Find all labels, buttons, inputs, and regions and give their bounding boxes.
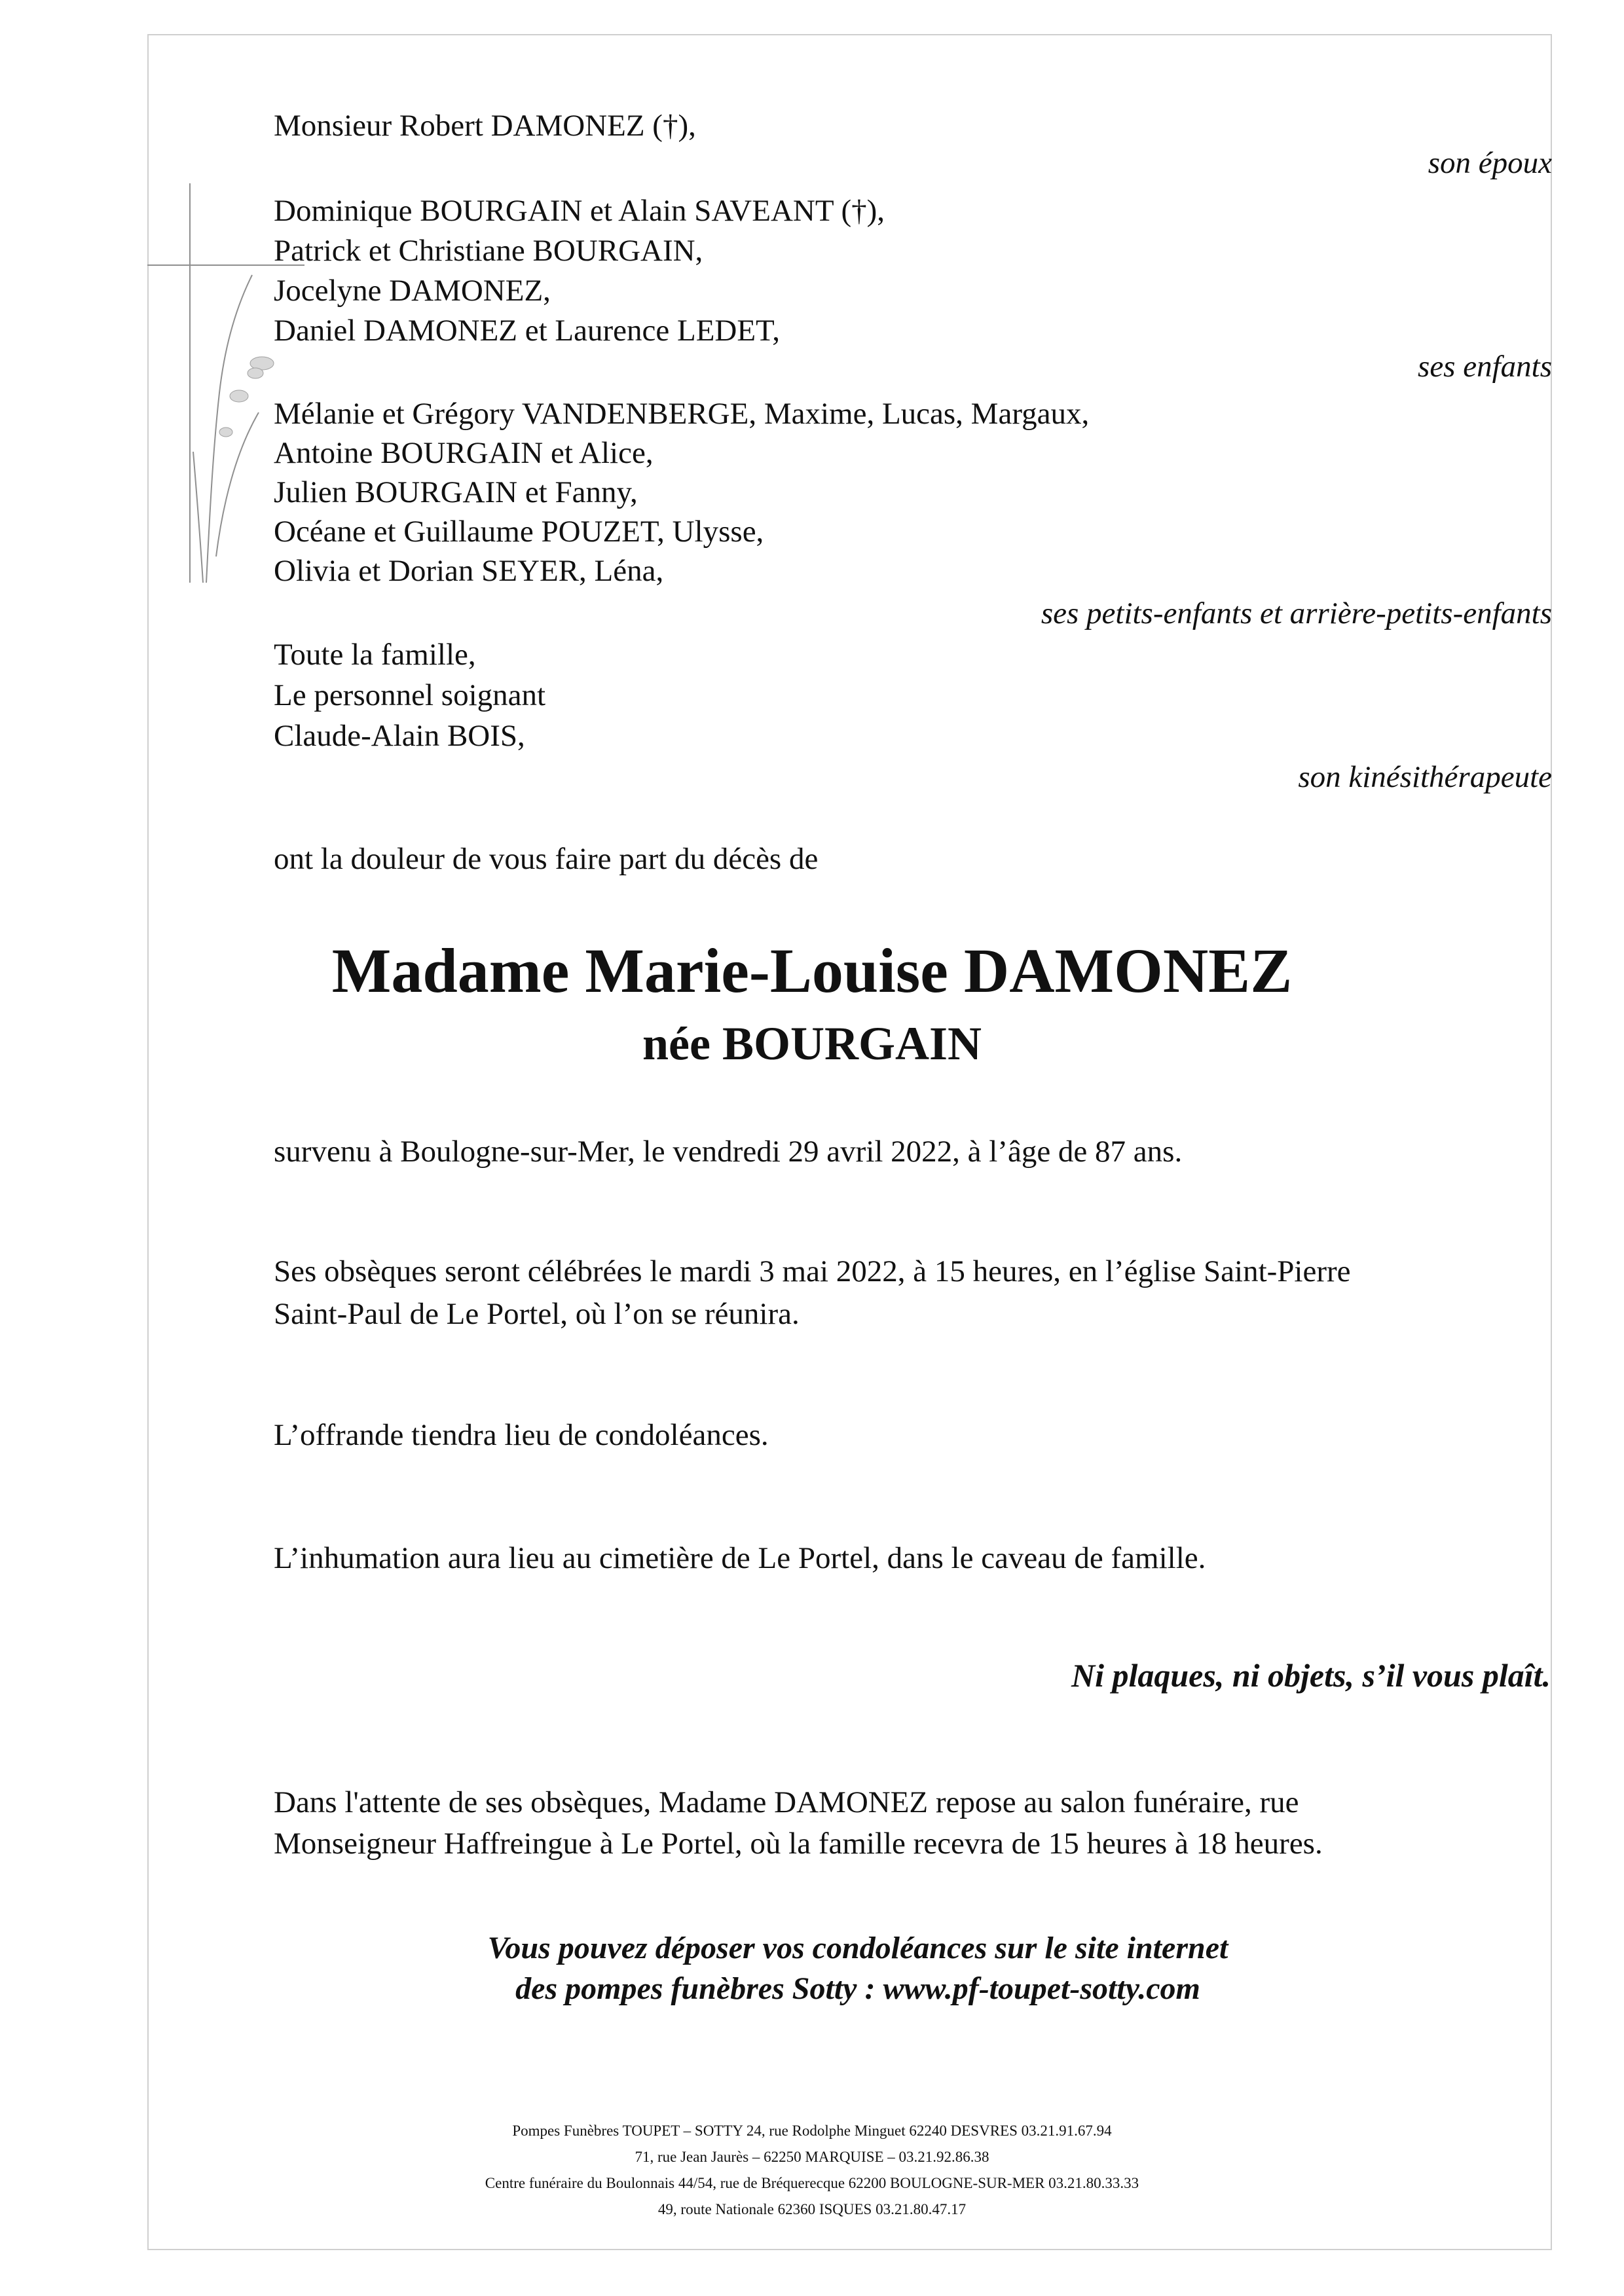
grandchild-2: Antoine BOURGAIN et Alice, [274, 436, 654, 470]
children-role: ses enfants [1418, 350, 1552, 384]
offering-text: L’offrande tiendra lieu de condoléances. [274, 1418, 769, 1452]
no-plaques-text: Ni plaques, ni objets, s’il vous plaît. [1071, 1657, 1551, 1694]
intro-text: ont la douleur de vous faire part du décès de [274, 842, 819, 876]
web-line-2: des pompes funèbres Sotty : www.pf-toupet-sotty.com [515, 1971, 1200, 2006]
other-2: Le personnel soignant [274, 678, 546, 712]
grandchild-5: Olivia et Dorian SEYER, Léna, [274, 554, 664, 588]
deceased-name: Madame Marie-Louise DAMONEZ [331, 936, 1293, 1006]
grandchild-4: Océane et Guillaume POUZET, Ulysse, [274, 515, 764, 549]
other-1: Toute la famille, [274, 638, 476, 672]
spouse-role: son époux [1428, 146, 1552, 180]
rest-line-2: Monseigneur Haffreingue à Le Portel, où la famille recevra de 15 heures à 18 heures. [274, 1827, 1323, 1861]
web-line-1: Vous pouvez déposer vos condoléances sur le site internet [487, 1931, 1228, 1965]
grandchild-3: Julien BOURGAIN et Fanny, [274, 475, 638, 509]
spouse-name: Monsieur Robert DAMONEZ (†), [274, 109, 696, 143]
burial-text: L’inhumation aura lieu au cimetière de Le Portel, dans le caveau de famille. [274, 1541, 1206, 1575]
child-1: Dominique BOURGAIN et Alain SAVEANT (†), [274, 194, 885, 228]
footer-line-4: 49, route Nationale 62360 ISQUES 03.21.80.47.17 [657, 2201, 967, 2217]
footer-line-3: Centre funéraire du Boulonnais 44/54, rue de Bréquerecque 62200 BOULOGNE-SUR-MER 03.21.80.33.33 [485, 2175, 1139, 2191]
grandchild-1: Mélanie et Grégory VANDENBERGE, Maxime, Lucas, Margaux, [274, 397, 1090, 431]
grandchildren-role: ses petits-enfants et arrière-petits-enfants [1041, 596, 1552, 630]
others-role: son kinésithérapeute [1298, 760, 1552, 794]
death-notice: survenu à Boulogne-sur-Mer, le vendredi 29 avril 2022, à l’âge de 87 ans. [274, 1135, 1183, 1169]
other-3: Claude-Alain BOIS, [274, 719, 525, 753]
child-4: Daniel DAMONEZ et Laurence LEDET, [274, 314, 781, 348]
maiden-name: née BOURGAIN [642, 1017, 982, 1070]
child-2: Patrick et Christiane BOURGAIN, [274, 234, 703, 268]
child-3: Jocelyne DAMONEZ, [274, 274, 551, 308]
funeral-line-2: Saint-Paul de Le Portel, où l’on se réunira. [274, 1297, 800, 1331]
rest-line-1: Dans l'attente de ses obsèques, Madame DAMONEZ repose au salon funéraire, rue [274, 1785, 1299, 1819]
footer-line-1: Pompes Funèbres TOUPET – SOTTY 24, rue Rodolphe Minguet 62240 DESVRES 03.21.91.67.94 [512, 2123, 1112, 2139]
funeral-line-1: Ses obsèques seront célébrées le mardi 3 mai 2022, à 15 heures, en l’église Saint-Pierre [274, 1254, 1351, 1288]
footer-line-2: 71, rue Jean Jaurès – 62250 MARQUISE – 03.21.92.86.38 [635, 2149, 989, 2165]
